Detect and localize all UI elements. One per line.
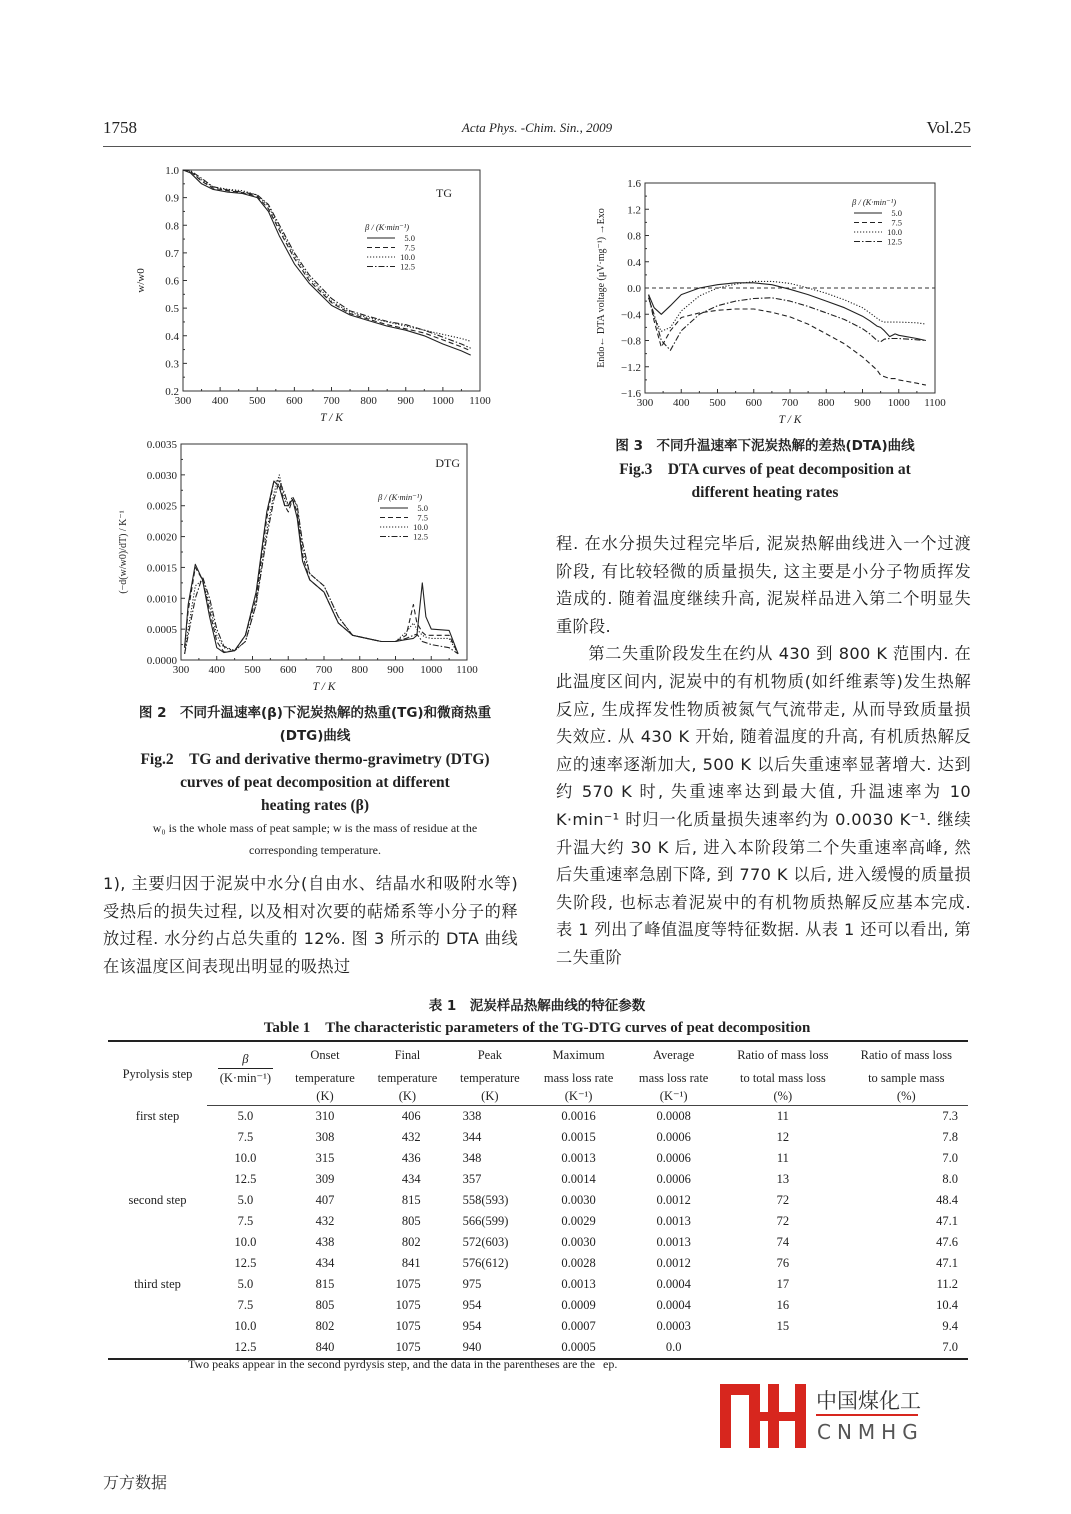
legend-label: 12.5	[400, 261, 415, 272]
table-cell: 566(599)	[462, 1214, 509, 1228]
col-header-max-2: mass loss rate	[543, 1070, 614, 1085]
table-cell: 10.0	[234, 1235, 257, 1249]
paragraph: 程. 在水分损失过程完毕后, 泥炭热解曲线进入一个过渡阶段, 有比较轻微的质量损失, 这主要是小分子物质挥发造成的. 随着温度继续升高, 泥炭样品进入第二个明显失重阶段.	[556, 534, 971, 636]
table-cell: 5.0	[237, 1193, 254, 1207]
table-cell: 11	[776, 1151, 789, 1165]
table-cell: 11	[776, 1109, 789, 1123]
legend-label: 12.5	[887, 236, 902, 247]
table-cell: 7.5	[237, 1130, 254, 1144]
legend-label: 7.5	[417, 512, 428, 523]
table-cell: 7.5	[237, 1298, 254, 1312]
x-tick-label: 600	[280, 664, 297, 676]
x-tick-label: 900	[854, 397, 871, 409]
y-tick-label: 0.8	[627, 230, 641, 243]
table-cell: 10.0	[234, 1319, 257, 1333]
x-tick-label: 900	[387, 664, 404, 676]
table-cell: 357	[462, 1172, 482, 1186]
series-line-5-0	[183, 170, 471, 355]
fig2-caption-en-1: Fig.2 TG and derivative thermo-gravimetry (DTG)	[140, 751, 490, 768]
y-tick-label: −1.6	[621, 388, 641, 400]
table-cell: 0.0006	[656, 1151, 691, 1165]
table-cell: 434	[401, 1172, 421, 1186]
table-cell: 0.0015	[561, 1130, 596, 1144]
plot-frame	[183, 170, 480, 391]
table-cell: 0.0014	[561, 1172, 596, 1186]
table-cell: 344	[462, 1130, 482, 1144]
table-cell: 436	[401, 1151, 421, 1165]
dta-chart	[590, 170, 950, 432]
y-tick-label: 0.4	[627, 256, 641, 269]
x-tick-label: 900	[397, 395, 414, 407]
table-cell: 1075	[395, 1319, 421, 1333]
x-tick-label: 800	[351, 664, 368, 676]
table-cell: 0.0012	[656, 1256, 691, 1270]
y-tick-label: 0.0000	[146, 655, 177, 667]
x-tick-label: 300	[636, 397, 654, 409]
col-header-beta-top: β	[207, 1041, 284, 1068]
table-cell: 406	[401, 1109, 421, 1123]
table-row	[108, 1190, 968, 1211]
table-cell: 7.0	[942, 1151, 958, 1165]
x-tick-label: 700	[781, 397, 799, 409]
fig2-caption-zh-2: (DTG)曲线	[279, 728, 351, 744]
table-cell: 432	[315, 1214, 335, 1228]
x-tick-label: 1100	[469, 395, 491, 407]
col-header-ratio-total-3: (%)	[721, 1087, 844, 1106]
y-tick-label: 0.8	[165, 220, 179, 233]
page-number: 1758	[103, 118, 137, 137]
y-tick-label: −0.4	[621, 309, 641, 322]
table-cell: 12	[776, 1130, 790, 1144]
right-column-text	[556, 530, 971, 972]
table-cell: 47.1	[936, 1256, 958, 1270]
y-tick-label: 0.6	[165, 275, 179, 288]
beta-unit: (K·min⁻¹)	[218, 1068, 273, 1087]
table-cell: 309	[315, 1172, 335, 1186]
col-header-final-1: Final	[366, 1041, 448, 1068]
table-cell: 1075	[395, 1277, 421, 1291]
table-cell: 72	[776, 1214, 790, 1228]
chart-title: TG	[436, 186, 452, 200]
y-tick-label: 1.0	[165, 165, 179, 177]
y-tick-label: 0.0020	[146, 531, 177, 544]
y-tick-label: 0.9	[165, 192, 179, 205]
legend-label: 7.5	[891, 217, 902, 228]
col-header-ratio-sample-3: (%)	[845, 1087, 968, 1106]
table-cell	[108, 1127, 207, 1148]
table-cell: 432	[401, 1130, 421, 1144]
x-tick-label: 1100	[456, 664, 478, 676]
table-cell: 0.0013	[561, 1151, 596, 1165]
table-cell: 5.0	[237, 1277, 254, 1291]
table-cell: third step	[134, 1277, 181, 1291]
fig2-caption-en-3: heating rates (β)	[260, 797, 370, 814]
table-cell: 0.0012	[656, 1193, 691, 1207]
table-cell: first step	[135, 1108, 180, 1123]
table-cell: 10.4	[936, 1298, 958, 1312]
table-row	[108, 1106, 968, 1128]
series-line-12-5	[183, 170, 471, 348]
table-cell: 7.8	[942, 1130, 958, 1144]
y-tick-label: 0.0015	[146, 562, 177, 575]
table-cell: 0.0006	[656, 1172, 691, 1186]
table-row	[108, 1295, 968, 1316]
running-header	[103, 116, 971, 147]
col-header-avg-2: mass loss rate	[638, 1070, 709, 1085]
table-cell: 74	[776, 1235, 790, 1249]
x-tick-label: 1000	[420, 664, 443, 676]
y-tick-label: −1.2	[621, 361, 641, 374]
fig2-caption-zh-1: 图 2 不同升温速率(β)下泥炭热解的热重(TG)和微商热重	[138, 705, 492, 721]
y-tick-label: 0.0035	[146, 439, 177, 451]
table-cell: 802	[315, 1319, 335, 1333]
col-header-max-3: (K⁻¹)	[531, 1087, 626, 1106]
table-cell: 558(593)	[462, 1193, 509, 1207]
y-tick-label: −0.8	[621, 335, 641, 348]
table1-caption-zh: 表 1 泥炭样品热解曲线的特征参数	[428, 998, 646, 1014]
fig2-caption	[100, 702, 530, 861]
col-header-ratio-total-1: Ratio of mass loss	[721, 1041, 844, 1068]
x-axis-label: T / K	[312, 681, 336, 693]
cnmhg-logo-mark	[720, 1384, 930, 1448]
x-tick-label: 800	[818, 397, 835, 409]
table1	[108, 1040, 968, 1360]
table-cell: 815	[315, 1277, 335, 1291]
table-cell: 940	[449, 1337, 531, 1359]
table-cell: 434	[315, 1256, 335, 1270]
table-cell: 12.5	[207, 1337, 284, 1359]
col-header-peak-2: temperature	[460, 1070, 520, 1085]
col-header-ratio-sample-1: Ratio of mass loss	[845, 1041, 968, 1068]
table-row	[108, 1148, 968, 1169]
col-header-beta-spacer	[207, 1087, 284, 1106]
fig3-caption	[555, 435, 975, 504]
table-cell: 7.3	[942, 1109, 958, 1123]
table-cell: 0.0004	[656, 1298, 691, 1312]
table-cell: 0.0013	[561, 1277, 596, 1291]
table-cell: 0.0016	[561, 1109, 596, 1123]
legend-label: 10.0	[887, 227, 902, 237]
table-cell	[108, 1337, 207, 1359]
y-axis-label: Endo← DTA voltage (μV·mg⁻¹) →Exo	[596, 208, 607, 368]
legend-label: 10.0	[413, 522, 428, 532]
table-cell: 310	[315, 1109, 335, 1123]
x-tick-label: 1000	[887, 397, 910, 409]
legend-title: β / (K·min⁻¹)	[365, 222, 410, 232]
x-tick-label: 500	[709, 397, 726, 409]
col-header-beta-bottom	[207, 1068, 284, 1087]
fig3-caption-en-2: different heating rates	[691, 484, 839, 501]
table-cell: 10.0	[234, 1151, 257, 1165]
y-axis-label: w/w0	[135, 268, 147, 293]
watermark: 万方数据	[103, 1473, 168, 1492]
x-tick-label: 400	[211, 395, 229, 407]
x-tick-label: 600	[286, 395, 303, 407]
legend-label: 12.5	[413, 531, 428, 542]
col-header-peak-3: (K)	[449, 1087, 531, 1106]
volume-number: Vol.25	[926, 118, 971, 137]
table-cell: 572(603)	[462, 1235, 509, 1249]
table-cell: 975	[462, 1277, 482, 1291]
y-tick-label: 0.3	[165, 358, 179, 371]
dtg-chart	[110, 435, 500, 697]
journal-title: Acta Phys. -Chim. Sin., 2009	[461, 120, 613, 135]
table-cell: 9.4	[942, 1319, 958, 1333]
x-tick-label: 700	[323, 395, 340, 407]
x-tick-label: 500	[249, 395, 266, 407]
col-header-avg-3: (K⁻¹)	[626, 1087, 721, 1106]
series-line-12-5	[649, 298, 926, 351]
table-row	[108, 1232, 968, 1253]
table-cell: 47.6	[936, 1235, 958, 1249]
table-cell: 5.0	[237, 1109, 254, 1123]
table-cell: 1075	[395, 1298, 421, 1312]
legend-title: β / (K·min⁻¹)	[378, 492, 423, 502]
table-cell: 802	[401, 1235, 421, 1249]
logo-name-en: CNMHG	[817, 1420, 924, 1444]
x-tick-label: 1000	[431, 395, 454, 407]
y-tick-label: 1.6	[627, 178, 641, 190]
table1-caption	[103, 995, 971, 1039]
cnmhg-logo	[720, 1384, 930, 1448]
plot-frame	[181, 444, 467, 660]
legend-label: 10.0	[400, 252, 415, 262]
footnote-text: Two peaks appear in the second pyrdysis step, and the data in the parentheses are the	[188, 1357, 596, 1371]
y-tick-label: 0.0	[627, 283, 641, 295]
table-cell: 16	[776, 1298, 790, 1312]
table-cell: 0.0013	[656, 1235, 691, 1249]
y-tick-label: 0.2	[165, 386, 179, 398]
y-tick-label: 1.2	[627, 204, 641, 217]
table-cell: 576(612)	[462, 1256, 509, 1270]
y-tick-label: 0.0030	[146, 469, 177, 482]
table-cell	[108, 1316, 207, 1337]
table-cell: 0.0028	[561, 1256, 596, 1270]
legend-label: 5.0	[417, 503, 428, 513]
table-row	[108, 1337, 968, 1359]
table-cell: 338	[462, 1109, 482, 1123]
table-cell	[108, 1148, 207, 1169]
x-tick-label: 500	[244, 664, 261, 676]
x-tick-label: 300	[172, 664, 190, 676]
table-cell: 15	[776, 1319, 790, 1333]
chart-title: DTG	[435, 456, 460, 470]
table-cell: 72	[776, 1193, 790, 1207]
table-cell: 805	[315, 1298, 335, 1312]
legend	[364, 222, 415, 272]
fig2-caption-en-2: curves of peat decomposition at different	[180, 774, 450, 791]
x-tick-label: 600	[745, 397, 762, 409]
table-cell: 840	[284, 1337, 366, 1359]
x-tick-label: 400	[208, 664, 225, 676]
table-cell: 315	[315, 1151, 335, 1165]
fig2-note-1: w₀ is the whole mass of peat sample; w is the mass of residue at the	[152, 821, 478, 835]
table-cell: 12.5	[234, 1256, 257, 1270]
col-header-avg-1: Average	[626, 1041, 721, 1068]
table-cell: 0.0029	[561, 1214, 596, 1228]
table-cell: 47.1	[936, 1214, 958, 1228]
table-cell: 0.0030	[561, 1235, 596, 1249]
table-cell: 308	[315, 1130, 335, 1144]
col-header-final-2: temperature	[377, 1070, 438, 1085]
table-cell: 0.0013	[656, 1214, 691, 1228]
x-tick-label: 300	[174, 395, 192, 407]
table-cell	[108, 1211, 207, 1232]
table-cell	[108, 1232, 207, 1253]
table-cell: 11.2	[936, 1277, 958, 1291]
table-cell	[108, 1295, 207, 1316]
table-cell: 48.4	[936, 1193, 958, 1207]
x-tick-label: 1100	[924, 397, 946, 409]
series-line-10-0	[183, 170, 471, 341]
col-header-ratio-total-2: to total mass loss	[739, 1070, 826, 1085]
table-cell: 76	[776, 1256, 790, 1270]
table-row	[108, 1253, 968, 1274]
table-cell	[721, 1337, 844, 1359]
col-header-final-3: (K)	[366, 1087, 448, 1106]
col-header-onset-1: Onset	[284, 1041, 366, 1068]
table-cell: 407	[315, 1193, 335, 1207]
table-cell: 0.0007	[561, 1319, 596, 1333]
table-cell: 348	[462, 1151, 482, 1165]
y-tick-label: 0.0005	[146, 624, 177, 637]
fig3-caption-en-1: Fig.3 DTA curves of peat decomposition at	[619, 461, 911, 478]
y-axis-label: (−d(w/w0)/dT) / K⁻¹	[118, 510, 129, 594]
table-footnote	[188, 1357, 617, 1372]
table-cell: 8.0	[942, 1172, 958, 1186]
table-cell: second step	[128, 1193, 187, 1207]
table-cell: 0.0008	[656, 1109, 691, 1123]
col-header-onset-3: (K)	[284, 1087, 366, 1106]
series-line-5-0	[649, 283, 926, 341]
legend-label: 7.5	[404, 242, 415, 253]
table-cell: 0.0030	[561, 1193, 596, 1207]
left-column-text	[103, 870, 518, 980]
table-cell: 0.0004	[656, 1277, 691, 1291]
table-cell	[108, 1253, 207, 1274]
fig2-note-2: corresponding temperature.	[249, 843, 381, 857]
table-cell: 954	[462, 1298, 482, 1312]
x-tick-label: 700	[315, 664, 333, 676]
table-cell: 12.5	[234, 1172, 257, 1186]
col-header-peak-1: Peak	[449, 1041, 531, 1068]
table-row	[108, 1316, 968, 1337]
y-tick-label: 0.5	[165, 303, 179, 316]
x-tick-label: 800	[360, 395, 377, 407]
table-cell: 13	[776, 1172, 790, 1186]
col-header-max-1: Maximum	[531, 1041, 626, 1068]
table-cell: 438	[315, 1235, 335, 1249]
col-header-onset-2: temperature	[295, 1070, 355, 1085]
footnote-tail: ep.	[603, 1357, 618, 1371]
series-line-7-5	[183, 170, 471, 351]
table-row	[108, 1211, 968, 1232]
tg-chart	[130, 160, 500, 435]
table-row	[108, 1274, 968, 1295]
table-cell: 1075	[366, 1337, 448, 1359]
logo-name-zh: 中国煤化工	[816, 1389, 921, 1413]
table-cell: 954	[462, 1319, 482, 1333]
table-cell	[108, 1169, 207, 1190]
paragraph: 1), 主要归因于泥炭中水分(自由水、结晶水和吸附水等)受热后的损失过程, 以及相对次要的萜烯系等小分子的释放过程. 水分约占总失重的 12%. 图 3 所示的 DTA 曲线在该温度区间表现出明显的吸热过	[103, 874, 518, 976]
col-header-ratio-sample-2: to sample mass	[868, 1070, 945, 1085]
legend	[377, 492, 428, 542]
paragraph: 第二失重阶段发生在约从 430 到 800 K 范围内. 在此温度区间内, 泥炭中的有机物质(如纤维素等)发生热解反应, 生成挥发性物质被氮气气流带走, 从而导致质量损失效应. 从 430 K 开始, 随着温度的升高, 有机质热解反应的速率逐渐加大, 500 K 以后失重速率显著增大. 达到约 570 K 时, 失重速率达到最大值, 升温速率为 10 K·min⁻¹ 时归一化质量损失速率约为 0.0030 K⁻¹. 继续升温大约 30 K 后, 进入本阶段第二个失重速率高峰, 然后失重速率急剧下降, 到 770 K 以后, 进入缓慢的质量损失阶段, 也标志着泥炭中的有机物质热解反应基本完成. 表 1 列出了峰值温度等特征数据. 从表 1 还可以看出, 第二失重阶	[556, 644, 971, 967]
x-axis-label: T / K	[778, 414, 802, 426]
table-cell: 805	[401, 1214, 421, 1228]
col-header-step: Pyrolysis step	[108, 1041, 207, 1106]
table-cell: 17	[776, 1277, 790, 1291]
legend	[851, 197, 902, 247]
y-tick-label: 0.0025	[146, 500, 177, 513]
table-cell: 0.0	[626, 1337, 721, 1359]
table-row	[108, 1169, 968, 1190]
legend-label: 5.0	[891, 208, 902, 218]
y-tick-label: 0.4	[165, 330, 179, 343]
table-cell: 841	[401, 1256, 421, 1270]
table-cell: 0.0006	[656, 1130, 691, 1144]
table-cell: 7.0	[845, 1337, 968, 1359]
table1-caption-en: Table 1 The characteristic parameters of the TG-DTG curves of peat decomposition	[263, 1020, 811, 1036]
legend-title: β / (K·min⁻¹)	[852, 197, 897, 207]
table-cell: 0.0005	[531, 1337, 626, 1359]
table-cell: 0.0003	[656, 1319, 691, 1333]
y-tick-label: 0.0010	[146, 593, 177, 606]
table-cell: 0.0009	[561, 1298, 596, 1312]
table-cell: 7.5	[237, 1214, 254, 1228]
x-axis-label: T / K	[320, 412, 343, 424]
x-tick-label: 400	[673, 397, 690, 409]
y-tick-label: 0.7	[165, 247, 179, 260]
table-cell: 815	[401, 1193, 421, 1207]
legend-label: 5.0	[404, 233, 415, 243]
table-row	[108, 1127, 968, 1148]
fig3-caption-zh: 图 3 不同升温速率下泥炭热解的差热(DTA)曲线	[615, 438, 915, 454]
